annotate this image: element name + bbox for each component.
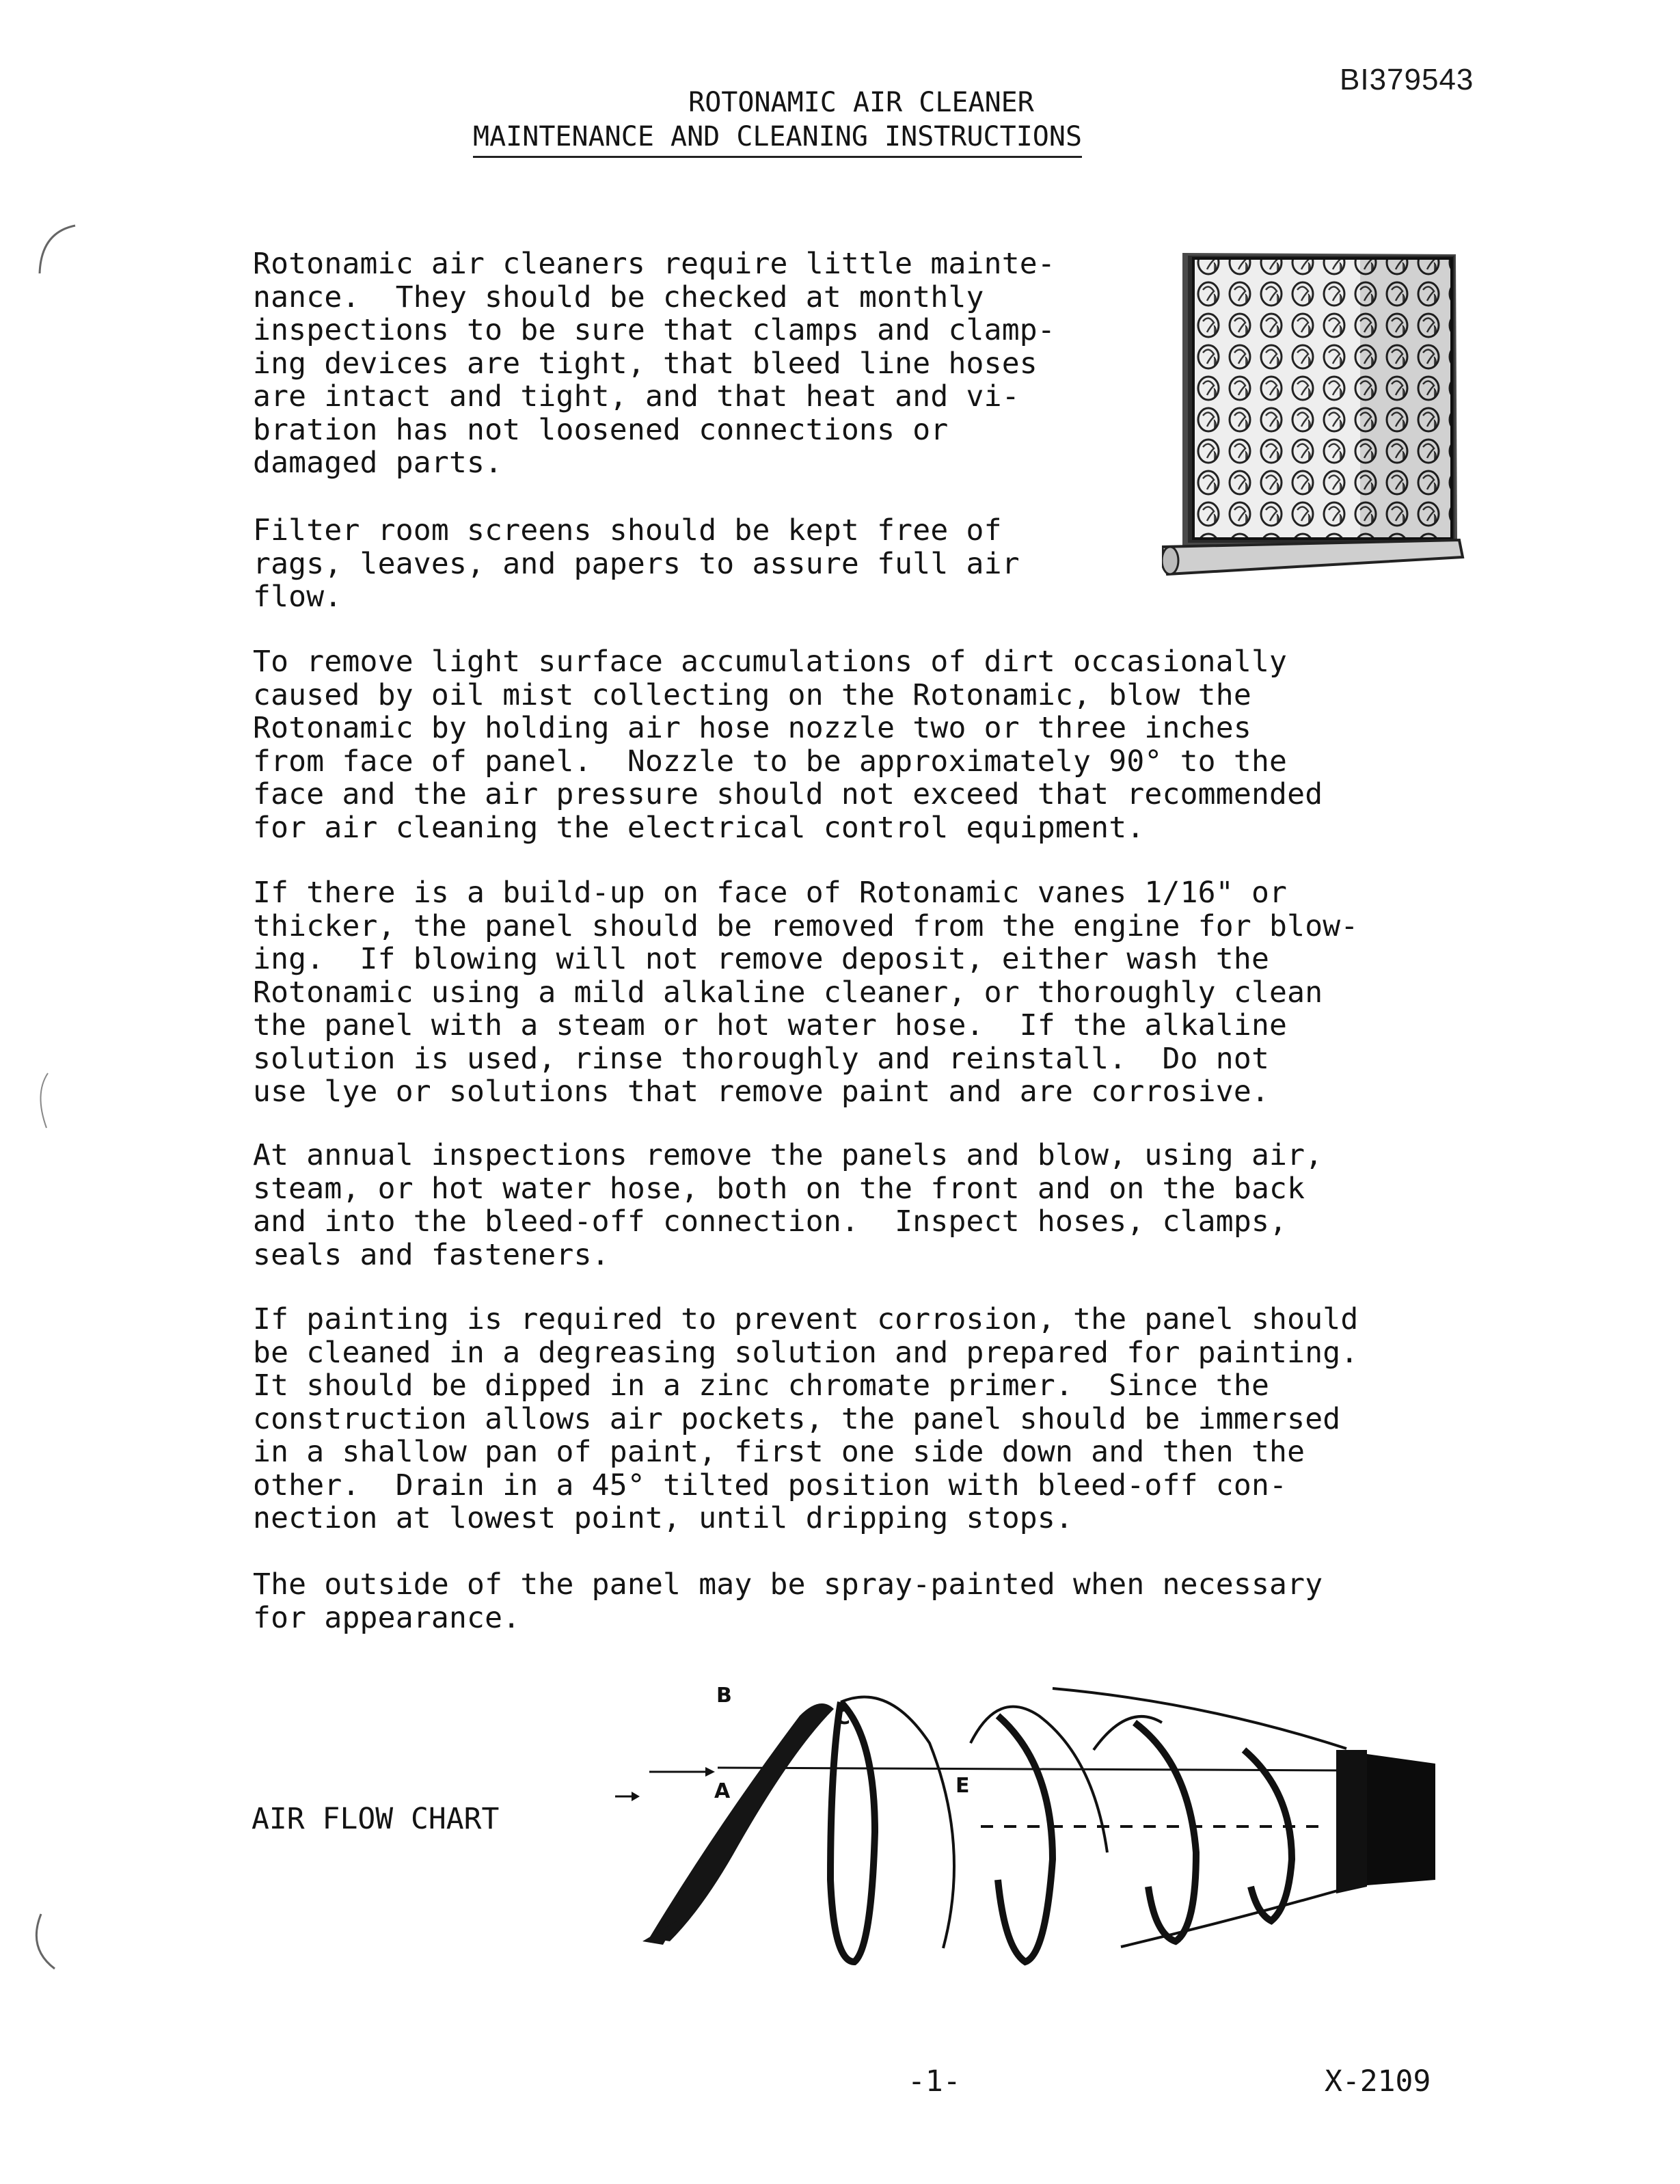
paragraph-spray-paint: The outside of the panel may be spray-painted when necessary for appearance.	[253, 1567, 1323, 1635]
document-subtitle: MAINTENANCE AND CLEANING INSTRUCTIONS	[473, 119, 1082, 158]
spiral-loop-4	[1244, 1750, 1292, 1921]
paragraph-monthly-inspection: Rotonamic air cleaners require little mainte- nance. They should be checked at monthly inspections to be sure that clamps and clamp- ing devices are tight, that bleed line hoses are intact and tight, and that heat and vi- bration has not loosened connections or damaged parts.	[253, 247, 1055, 480]
spiral-loop-1	[830, 1702, 875, 1962]
margin-mark-top	[27, 219, 82, 301]
page-number: -1-	[908, 2064, 961, 2099]
document-id: BI379543	[1340, 63, 1474, 96]
rotonamic-panel-illustration	[1162, 246, 1469, 588]
label-b: B	[716, 1684, 732, 1708]
air-flow-diagram	[615, 1675, 1449, 1982]
housing-top-line	[718, 1768, 1346, 1770]
label-e: E	[956, 1774, 970, 1798]
label-c: C	[835, 1706, 851, 1729]
leading-vane	[649, 1703, 834, 1941]
paragraph-filter-room: Filter room screens should be kept free of rags, leaves, and papers to assure full air flow.	[253, 513, 1020, 614]
paragraph-painting: If painting is required to prevent corrosion, the panel should be cleaned in a degreasing solution and prepared for painting. It should be dipped in a zinc chromate primer. Since the construction allows air pockets, the panel should be immersed in a shallow pan of paint, first one side down and then the other. Drain in a 45° tilted position with bleed-off con- nection at lowest point, until dripping stops.	[253, 1302, 1359, 1535]
margin-mark-middle	[27, 1066, 82, 1148]
housing-upper-taper	[1053, 1688, 1346, 1749]
air-flow-chart-label: AIR FLOW CHART	[252, 1802, 500, 1836]
outlet-block	[1336, 1750, 1367, 1893]
document-title: ROTONAMIC AIR CLEANER	[688, 87, 1034, 118]
spiral-loop-2	[998, 1716, 1053, 1962]
form-number: X-2109	[1325, 2064, 1431, 2099]
paragraph-annual-inspection: At annual inspections remove the panels and blow, using air, steam, or hot water hose, both on the front and on the back and into the bleed-off connection. Inspect hoses, clamps, seals and fasteners.	[253, 1138, 1323, 1272]
paragraph-light-accumulation: To remove light surface accumulations of dirt occasionally caused by oil mist collecting on the Rotonamic, blow the Rotonamic by holding air hose nozzle two or three inches from face of panel. Nozzle to be approximately 90° to the face and the air pressure should not exceed that recommended for air cleaning the electrical control equipment.	[253, 645, 1323, 845]
paragraph-build-up: If there is a build-up on face of Rotonamic vanes 1/16" or thicker, the panel should be removed from the engine for blow- ing. If blowing will not remove deposit, either wash the Rotonamic using a mild alkaline cleaner, or thoroughly clean the panel with a steam or hot water hose. If the alkaline solution is used, rinse thoroughly and reinstall. Do not use lye or solutions that remove paint and are corrosive.	[253, 876, 1359, 1109]
label-a: A	[714, 1779, 731, 1803]
margin-mark-bottom	[27, 1907, 82, 1989]
spiral-loop-3	[1135, 1723, 1196, 1941]
